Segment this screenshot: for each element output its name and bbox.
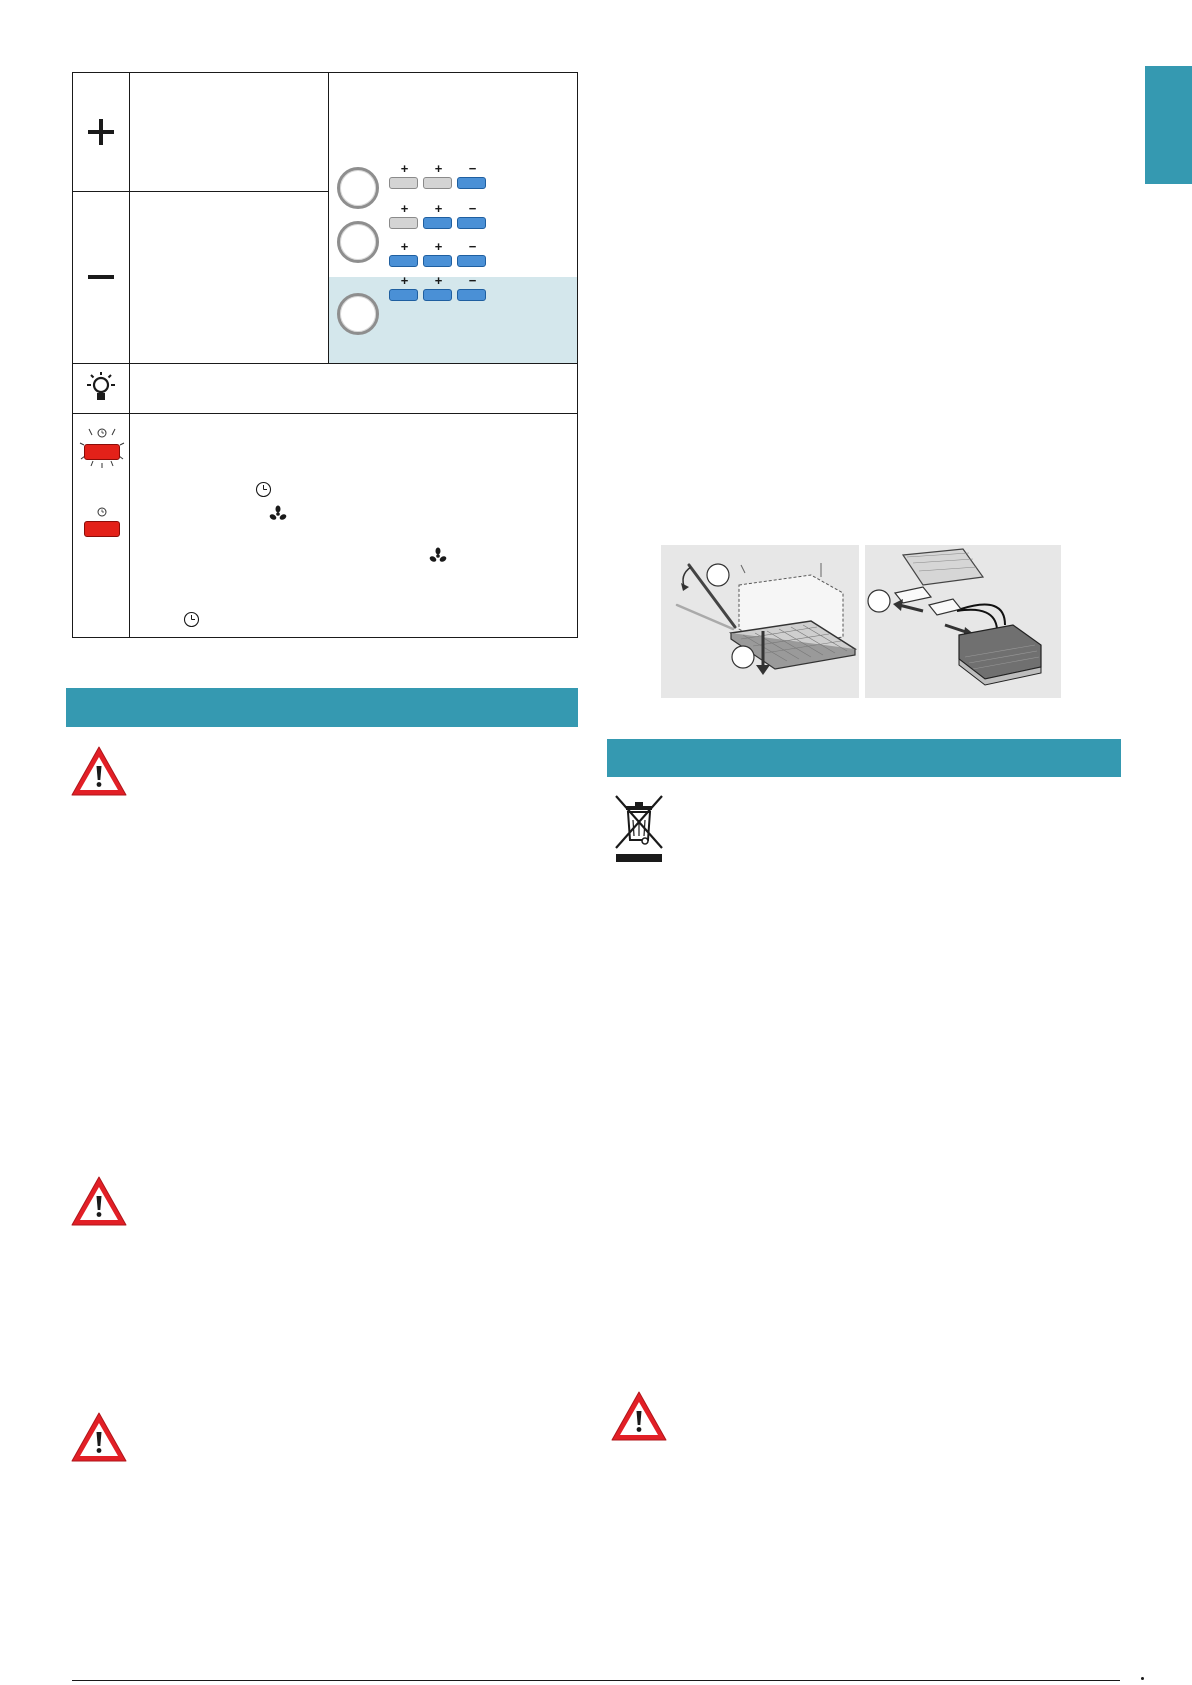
flashing-timer-led xyxy=(79,421,125,471)
speed-1-keys: + + − xyxy=(389,177,486,189)
plus-icon xyxy=(73,73,129,191)
speed-3-keys: + + − xyxy=(389,255,486,267)
footer-rule xyxy=(72,1680,1120,1681)
control-table xyxy=(72,72,578,638)
clock-icon xyxy=(183,611,200,628)
fan-icon xyxy=(429,547,447,565)
clock-icon xyxy=(97,507,107,517)
speed-1-ring xyxy=(337,167,379,209)
warning-triangle-icon xyxy=(69,744,129,798)
footer-dot xyxy=(1141,1677,1144,1680)
speed-2-ring xyxy=(337,221,379,263)
section-banner-right xyxy=(607,739,1121,777)
crossed-out-bin-icon xyxy=(612,792,666,862)
language-side-tab xyxy=(1145,66,1192,184)
boost-keys: + + − xyxy=(389,289,486,301)
clock-icon xyxy=(255,481,272,498)
steady-timer-led xyxy=(79,507,125,547)
fan-icon xyxy=(269,505,287,523)
lamp-connector-figure xyxy=(865,545,1061,698)
filter-removal-figure xyxy=(661,545,859,698)
boost-ring xyxy=(337,293,379,335)
section-banner-left xyxy=(66,688,578,727)
warning-triangle-icon xyxy=(609,1389,669,1443)
warning-triangle-icon xyxy=(69,1410,129,1464)
speed-2-keys: + + − xyxy=(389,217,486,229)
warning-triangle-icon xyxy=(69,1174,129,1228)
minus-icon xyxy=(73,191,129,363)
light-bulb-icon xyxy=(73,363,129,413)
